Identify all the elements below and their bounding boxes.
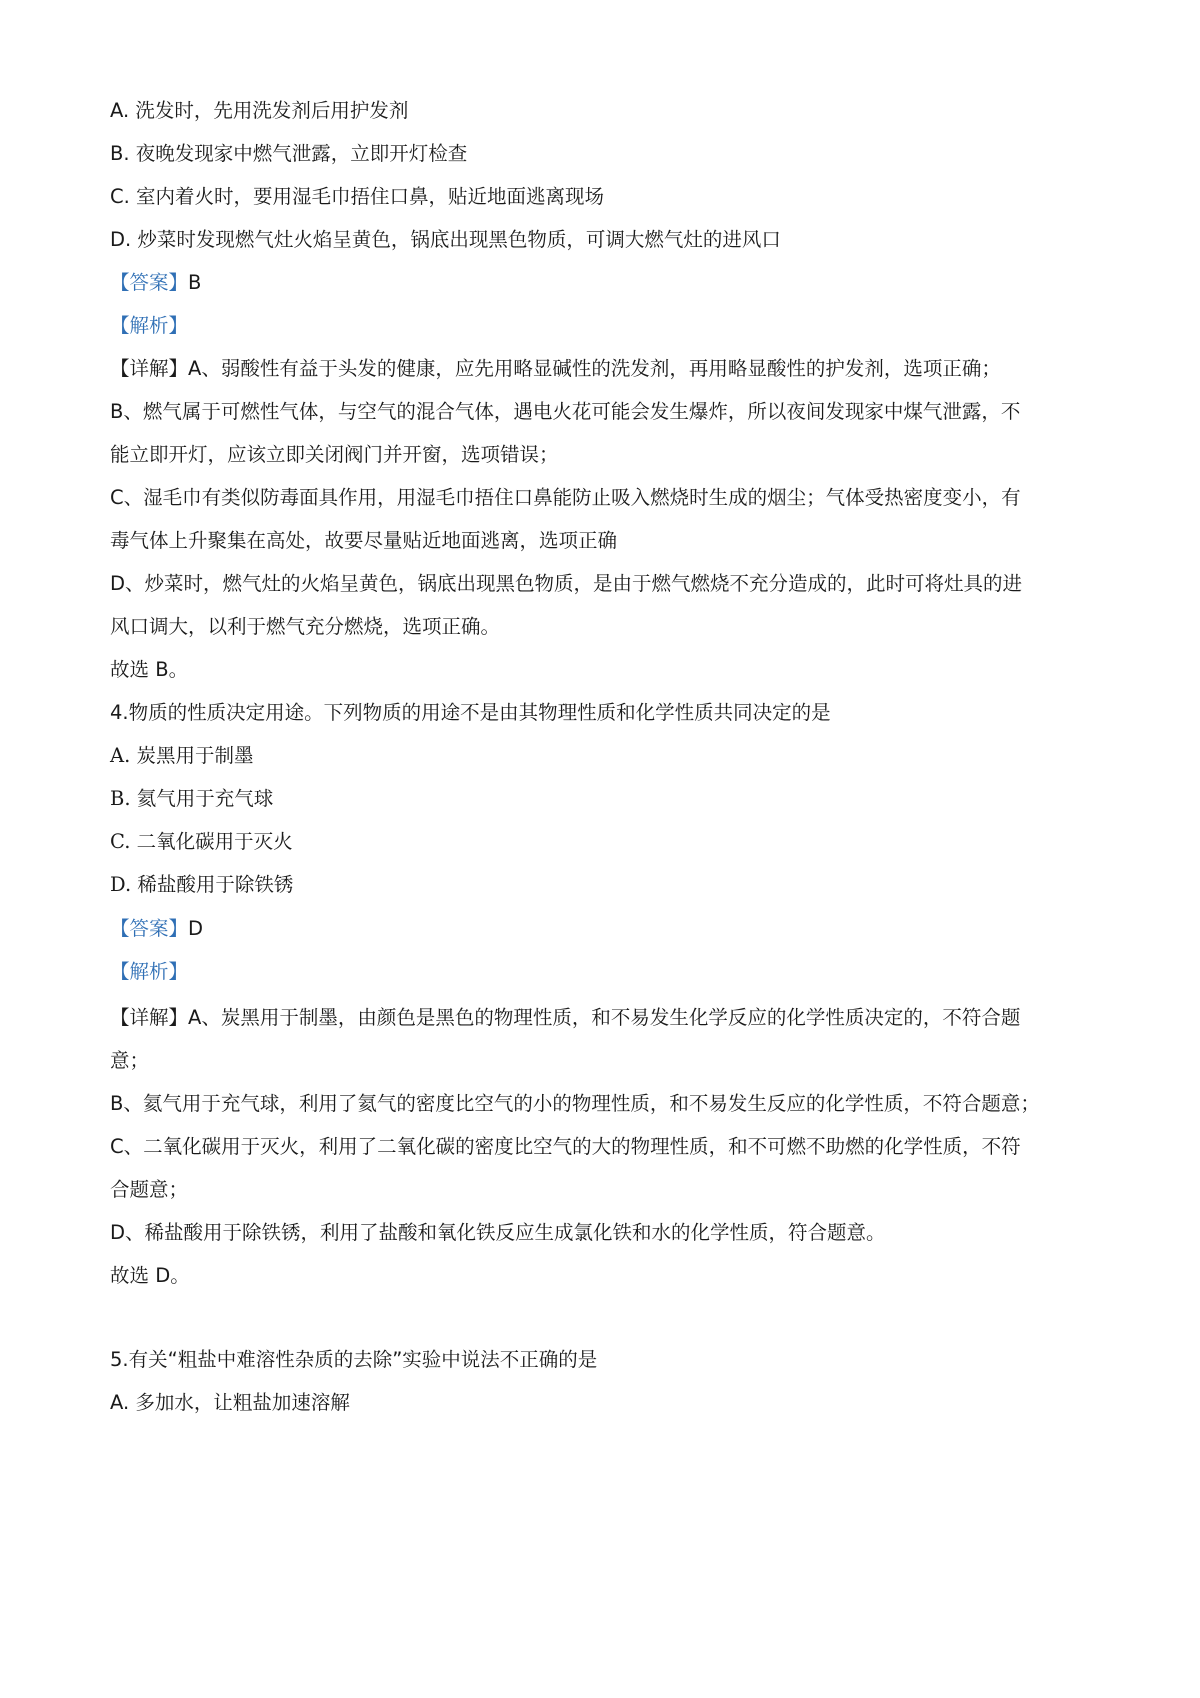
q4-analysis-tag: 【解析】	[110, 960, 189, 983]
q3-detail-line-3: C、湿毛巾有类似防毒面具作用，用湿毛巾捂住口鼻能防止吸入燃烧时生成的烟尘；气体受热密度变小，有	[110, 486, 1021, 509]
q5-option-a: A. 多加水，让粗盐加速溶解	[110, 1391, 350, 1414]
q4-option-c: C. 二氧化碳用于灭火	[110, 830, 293, 853]
q4-conclusion: 故选 D。	[110, 1264, 190, 1287]
q4-detail-line-2: B、氦气用于充气球，利用了氦气的密度比空气的小的物理性质，和不易发生反应的化学性质，不符合题意；	[110, 1092, 1040, 1115]
q4-option-d: D. 稀盐酸用于除铁锈	[110, 873, 294, 896]
q3-detail-line-0: 【详解】A、弱酸性有益于头发的健康，应先用略显碱性的洗发剂，再用略显酸性的护发剂，选项正确；	[110, 357, 1001, 380]
q4-detail-line-1: 意；	[110, 1049, 150, 1072]
q3-detail-line-1: B、燃气属于可燃性气体，与空气的混合气体，遇电火花可能会发生爆炸，所以夜间发现家中煤气泄露，不	[110, 400, 1021, 423]
q3-detail-line-5: D、炒菜时，燃气灶的火焰呈黄色，锅底出现黑色物质，是由于燃气燃烧不充分造成的，此时可将灶具的进	[110, 572, 1023, 595]
q3-answer	[110, 268, 201, 298]
q4-option-b: B. 氦气用于充气球	[110, 787, 274, 810]
detail-tag: 【详解】	[110, 357, 189, 380]
q4-detail-line-0: 【详解】A、炭黑用于制墨，由颜色是黑色的物理性质，和不易发生化学反应的化学性质决定的，不符合题	[110, 1006, 1021, 1029]
q3-detail-line-6: 风口调大，以利于燃气充分燃烧，选项正确。	[110, 615, 501, 638]
answer-value: B	[188, 271, 202, 294]
q3-option-d: D. 炒菜时发现燃气灶火焰呈黄色，锅底出现黑色物质，可调大燃气灶的进风口	[110, 228, 781, 251]
answer-tag: 【答案】	[110, 271, 189, 294]
q3-conclusion: 故选 B。	[110, 658, 189, 681]
q4-detail-line-4: 合题意；	[110, 1178, 189, 1201]
q4-detail-line-3: C、二氧化碳用于灭火，利用了二氧化碳的密度比空气的大的物理性质，和不可燃不助燃的化学性质，不符	[110, 1135, 1021, 1158]
q3-detail-line-2: 能立即开灯，应该立即关闭阀门并开窗，选项错误；	[110, 443, 559, 466]
q4-option-a: A. 炭黑用于制墨	[110, 744, 254, 767]
q3-detail-line-4: 毒气体上升聚集在高处，故要尽量贴近地面逃离，选项正确	[110, 529, 618, 552]
q4-stem: 4.物质的性质决定用途。下列物质的用途不是由其物理性质和化学性质共同决定的是	[110, 701, 831, 724]
q3-analysis-tag: 【解析】	[110, 314, 189, 337]
answer-tag: 【答案】	[110, 917, 189, 940]
q4-detail-line-5: D、稀盐酸用于除铁锈，利用了盐酸和氧化铁反应生成氯化铁和水的化学性质，符合题意。	[110, 1221, 886, 1244]
q4-answer	[110, 914, 203, 944]
q5-stem: 5.有关“粗盐中难溶性杂质的去除”实验中说法不正确的是	[110, 1348, 598, 1371]
q3-option-a: A. 洗发时，先用洗发剂后用护发剂	[110, 99, 409, 122]
answer-value: D	[188, 917, 204, 940]
q3-option-c: C. 室内着火时，要用湿毛巾捂住口鼻，贴近地面逃离现场	[110, 185, 605, 208]
detail-tag: 【详解】	[110, 1006, 189, 1029]
q3-option-b: B. 夜晚发现家中燃气泄露，立即开灯检查	[110, 142, 468, 165]
